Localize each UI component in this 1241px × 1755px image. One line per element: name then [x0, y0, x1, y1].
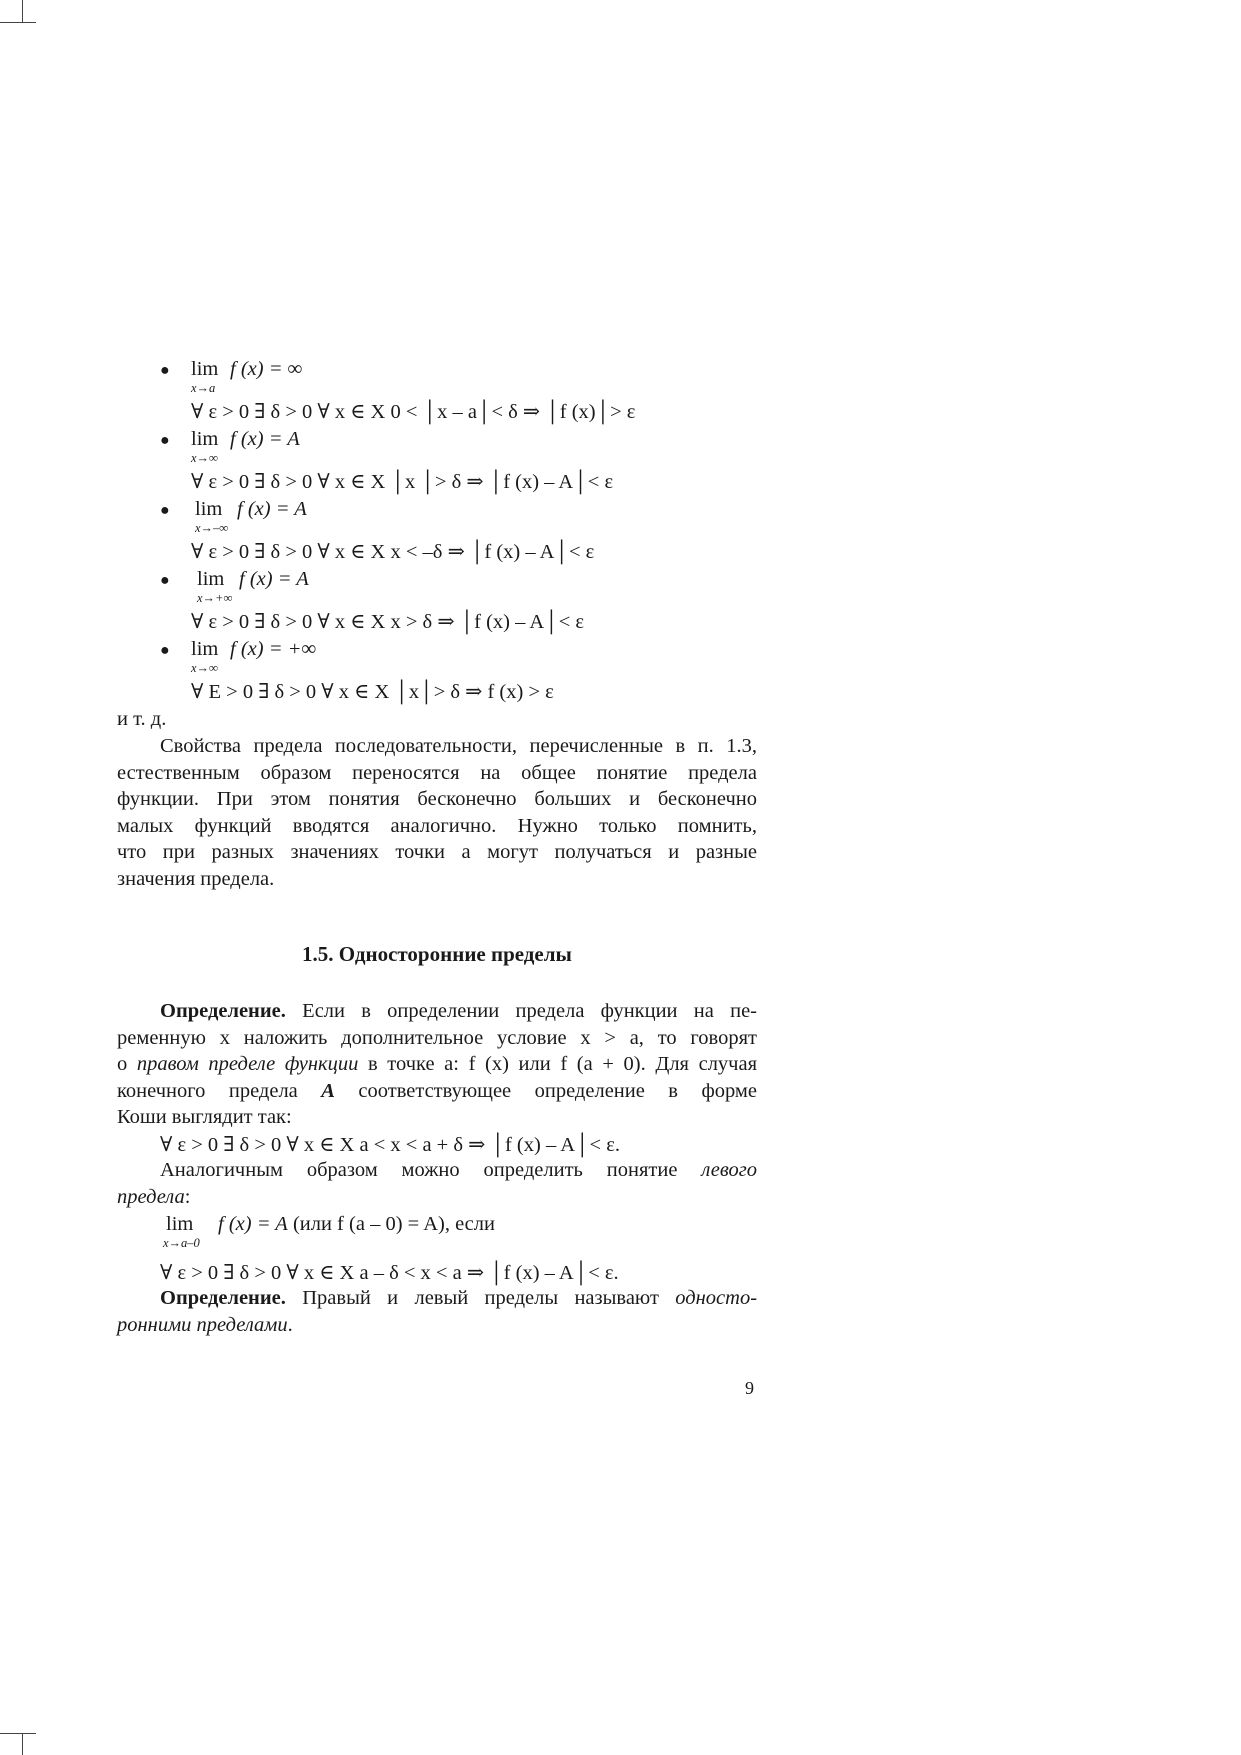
limit-expression: f (x) = ∞: [230, 358, 303, 380]
bullet: ●: [160, 362, 170, 379]
definition-one-sided: [117, 1285, 757, 1338]
limit-expression: f (x) = A: [239, 568, 309, 590]
paragraph-line: функции. При этом понятия бесконечно больших и бесконечно: [117, 788, 757, 810]
properties-paragraph: [117, 733, 757, 892]
paragraph-line: что при разных значениях точки a могут получаться и разные: [117, 841, 757, 863]
limit-condition: ∀ ε > 0 ∃ δ > 0 ∀ x ∈ X 0 < │x – a│< δ ⇒ │f (x)│> ε: [191, 401, 636, 423]
paragraph-line: малых функций вводятся аналогично. Нужно только помнить,: [117, 814, 757, 837]
left-limit-expression: f (x) = A (или f (a – 0) = A), если: [218, 1213, 495, 1235]
paragraph-line: Аналогичным образом можно определить понятие левого: [160, 1159, 757, 1181]
lim-operator: lim x→∞: [191, 428, 219, 465]
crop-mark: [22, 1733, 23, 1755]
section-heading: 1.5. Односторонние пределы: [302, 942, 572, 966]
limit-condition: ∀ E > 0 ∃ δ > 0 ∀ x ∈ X │x│> δ ⇒ f (x) > ε: [191, 681, 554, 703]
paragraph-line: Коши выглядит так:: [117, 1106, 292, 1128]
etc-text: и т. д.: [117, 708, 167, 730]
paragraph-line: Определение. Правый и левый пределы называют односто-: [160, 1287, 758, 1309]
limit-expression: f (x) = A: [237, 498, 307, 520]
bullet: ●: [160, 432, 170, 449]
lim-operator: lim x→a: [191, 358, 219, 395]
lim-operator: lim x→∞: [191, 638, 219, 675]
lim-operator: lim x→+∞: [197, 568, 233, 605]
paragraph-line: ронними пределами.: [117, 1313, 293, 1336]
limit-condition: ∀ ε > 0 ∃ δ > 0 ∀ x ∈ X x < –δ ⇒ │f (x) – A│< ε: [191, 541, 595, 563]
crop-mark: [0, 22, 36, 23]
lim-operator: lim x→–∞: [195, 498, 229, 535]
paragraph-line: Свойства предела последовательности, перечисленные в п. 1.3,: [160, 735, 757, 757]
crop-mark: [22, 0, 23, 22]
lim-operator: lim x→a–0: [163, 1213, 200, 1250]
paragraph-line: Определение. Если в определении предела функции на пе-: [160, 1000, 758, 1022]
bullet: ●: [160, 572, 170, 589]
right-limit-formula: ∀ ε > 0 ∃ δ > 0 ∀ x ∈ X a < x < a + δ ⇒ │f (x) – A│< ε.: [160, 1134, 620, 1156]
limit-condition: ∀ ε > 0 ∃ δ > 0 ∀ x ∈ X │x │> δ ⇒ │f (x) – A│< ε: [191, 471, 614, 493]
limit-expression: f (x) = A: [230, 428, 300, 450]
definition-right-limit: [117, 998, 757, 1131]
paragraph-line: о правом пределе функции в точке a: f (x) или f (a + 0). Для случая: [117, 1053, 758, 1075]
paragraph-line: значения предела.: [117, 867, 275, 890]
bullet: ●: [160, 642, 170, 659]
left-limit-intro: [117, 1157, 757, 1210]
paragraph-line: конечного предела A соответствующее определение в форме: [117, 1079, 757, 1102]
crop-mark: [0, 1733, 36, 1734]
left-limit-formula: ∀ ε > 0 ∃ δ > 0 ∀ x ∈ X a – δ < x < a ⇒ │f (x) – A│< ε.: [160, 1262, 619, 1284]
paragraph-line: предела:: [117, 1185, 191, 1208]
limit-expression: f (x) = +∞: [230, 638, 317, 660]
paragraph-line: естественным образом переносятся на общее понятие предела: [117, 761, 757, 784]
paragraph-line: ременную x наложить дополнительное условие x > a, то говорят: [117, 1026, 757, 1049]
limit-condition: ∀ ε > 0 ∃ δ > 0 ∀ x ∈ X x > δ ⇒ │f (x) – A│< ε: [191, 611, 585, 633]
bullet: ●: [160, 502, 170, 519]
page-number: 9: [745, 1378, 754, 1398]
